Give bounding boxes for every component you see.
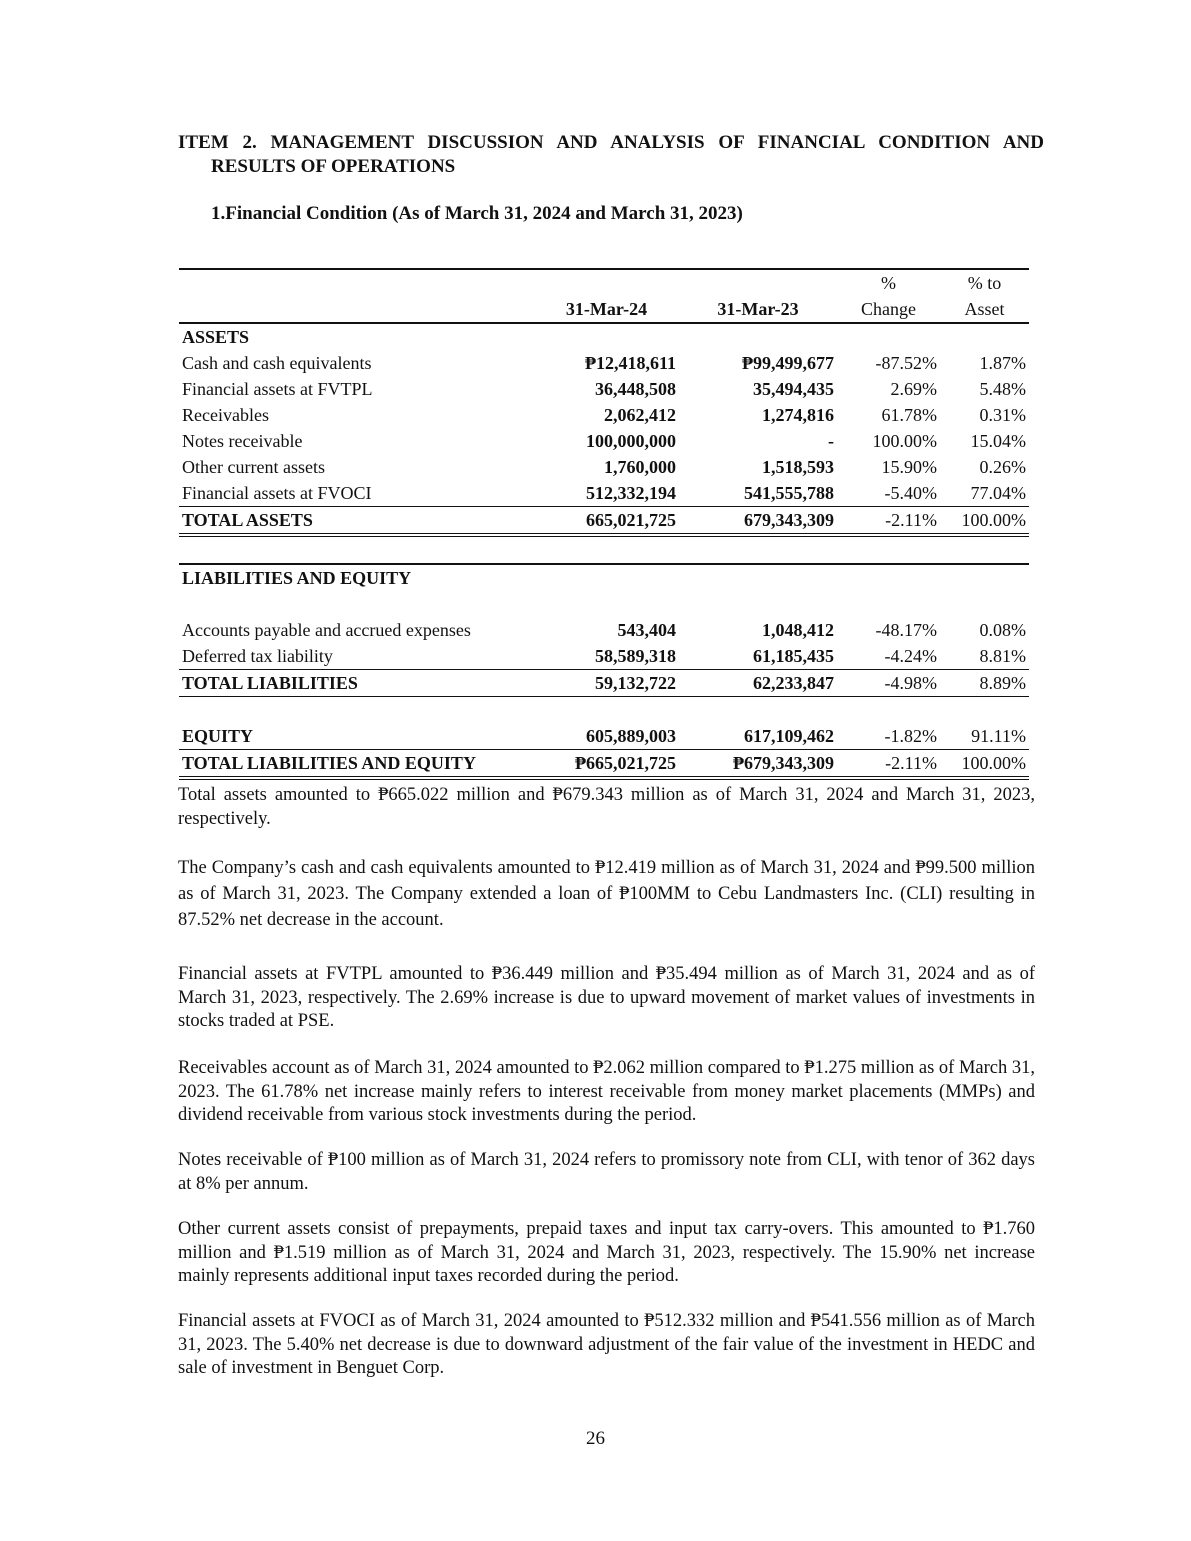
value-2024: 59,132,722 — [534, 670, 679, 697]
percent-change: -87.52% — [875, 353, 937, 373]
percent-to-asset: 15.04% — [970, 431, 1026, 451]
value-2024: ₱12,418,611 — [584, 353, 676, 373]
value-2024: 1,760,000 — [604, 457, 676, 477]
equity-row — [179, 723, 1029, 750]
liabilities-equity-label: LIABILITIES AND EQUITY — [179, 564, 534, 591]
col-2023-header: 31-Mar-23 — [679, 296, 837, 323]
paragraph-receivables: Receivables account as of March 31, 2024 amounted to ₱2.062 million compared to ₱1.275 million as of March 31, 2023. The 61.78% net increase mainly refers to interest receivable from money market placements (MMPs) and dividend receivable from various stock investments during the period. — [178, 1058, 1035, 1125]
row-label: Deferred tax liability — [182, 646, 333, 666]
value-2024: ₱665,021,725 — [534, 750, 679, 779]
percent-change: -1.82% — [884, 726, 937, 746]
value-2024: 58,589,318 — [595, 646, 676, 666]
percent-to-asset: 8.81% — [979, 646, 1026, 666]
table-row — [179, 480, 1029, 507]
value-2023: 541,555,788 — [744, 483, 834, 503]
paragraph-notes-receivable: Notes receivable of ₱100 million as of March 31, 2024 refers to promissory note from CLI, with tenor of 362 days at 8% per annum. — [178, 1150, 1035, 1194]
liabilities-equity-section-row — [179, 564, 1029, 591]
col-change-header-top: % — [837, 269, 940, 296]
row-label: TOTAL LIABILITIES — [179, 670, 534, 697]
percent-change: -5.40% — [884, 483, 937, 503]
col-asset-header: Asset — [940, 296, 1029, 323]
percent-change: 61.78% — [881, 405, 937, 425]
percent-change: 100.00% — [872, 431, 937, 451]
percent-to-asset: 100.00% — [940, 507, 1029, 536]
value-2023: - — [828, 431, 834, 451]
percent-to-asset: 100.00% — [940, 750, 1029, 779]
page-number: 26 — [586, 1428, 605, 1449]
value-2024: 2,062,412 — [604, 405, 676, 425]
col-2024-header: 31-Mar-24 — [534, 296, 679, 323]
value-2023: 35,494,435 — [753, 379, 834, 399]
value-2023: 679,343,309 — [679, 507, 837, 536]
percent-to-asset: 8.89% — [940, 670, 1029, 697]
spacer-row — [179, 591, 1029, 617]
value-2024: 100,000,000 — [586, 431, 676, 451]
financial-condition-table — [179, 268, 1029, 780]
percent-to-asset: 1.87% — [979, 353, 1026, 373]
table-row — [179, 617, 1029, 643]
row-label: Financial assets at FVOCI — [182, 483, 372, 503]
subsection-heading: 1.Financial Condition (As of March 31, 2024 and March 31, 2023) — [211, 203, 743, 224]
value-2023: 1,518,593 — [762, 457, 834, 477]
paragraph-fvoci: Financial assets at FVOCI as of March 31, 2024 amounted to ₱512.332 million and ₱541.556 million as of March 31, 2023. The 5.40% net decrease is due to downward adjustment of the fair value of the investment in HEDC and sale of investment in Benguet Corp. — [178, 1311, 1035, 1378]
percent-change: -4.98% — [837, 670, 940, 697]
table-row — [179, 643, 1029, 670]
total-liabilities-row — [179, 670, 1029, 697]
row-label: TOTAL LIABILITIES AND EQUITY — [179, 750, 534, 779]
col-asset-header-top: % to — [940, 269, 1029, 296]
value-2023: 1,274,816 — [762, 405, 834, 425]
row-label: Accounts payable and accrued expenses — [182, 620, 471, 640]
paragraph-cash: The Company’s cash and cash equivalents amounted to ₱12.419 million as of March 31, 2024 and ₱99.500 million as of March 31, 2023. The Company extended a loan of ₱100MM to Cebu Landmasters Inc. (CLI) resulting in 87.52% net decrease in the account. — [178, 858, 1035, 930]
row-label: Receivables — [182, 405, 269, 425]
spacer-row — [179, 697, 1029, 724]
value-2024: 543,404 — [617, 620, 676, 640]
paragraph-fvtpl: Financial assets at FVTPL amounted to ₱36.449 million and ₱35.494 million as of March 31, 2024 and as of March 31, 2023, respectively. The 2.69% increase is due to upward movement of market values of investments in stocks traded at PSE. — [178, 964, 1035, 1031]
value-2024: 605,889,003 — [586, 726, 676, 746]
percent-change: -4.24% — [884, 646, 937, 666]
col-change-header: Change — [837, 296, 940, 323]
value-2023: ₱679,343,309 — [679, 750, 837, 779]
table-row — [179, 350, 1029, 376]
heading-line-1: ITEM 2. MANAGEMENT DISCUSSION AND ANALYSIS OF FINANCIAL CONDITION AND — [178, 132, 1044, 153]
value-2023: 1,048,412 — [762, 620, 834, 640]
percent-to-asset: 5.48% — [979, 379, 1026, 399]
paragraph-total-assets: Total assets amounted to ₱665.022 million and ₱679.343 million as of March 31, 2024 and March 31, 2023, respectively. — [178, 785, 1035, 829]
row-label: Financial assets at FVTPL — [182, 379, 373, 399]
percent-change: 2.69% — [890, 379, 937, 399]
row-label: EQUITY — [182, 726, 254, 746]
table-row — [179, 376, 1029, 402]
percent-to-asset: 0.08% — [979, 620, 1026, 640]
row-label: TOTAL ASSETS — [179, 507, 534, 536]
assets-section-row — [179, 323, 1029, 350]
header-row-2 — [179, 296, 1029, 323]
table-row — [179, 428, 1029, 454]
section-heading — [178, 131, 1044, 179]
percent-to-asset: 0.31% — [979, 405, 1026, 425]
percent-change: -2.11% — [837, 750, 940, 779]
percent-change: 15.90% — [881, 457, 937, 477]
total-assets-row — [179, 507, 1029, 536]
total-liabilities-equity-row — [179, 750, 1029, 779]
percent-to-asset: 77.04% — [970, 483, 1026, 503]
table-row — [179, 454, 1029, 480]
row-label: Other current assets — [182, 457, 325, 477]
paragraph-other-current-assets: Other current assets consist of prepayments, prepaid taxes and input tax carry-overs. This amounted to ₱1.760 million and ₱1.519 million as of March 31, 2024 and March 31, 2023, respectively. The 15.90% net increase mainly represents additional input taxes recorded during the period. — [178, 1219, 1035, 1286]
percent-change: -2.11% — [837, 507, 940, 536]
percent-to-asset: 0.26% — [979, 457, 1026, 477]
value-2024: 512,332,194 — [586, 483, 676, 503]
value-2024: 665,021,725 — [534, 507, 679, 536]
assets-section-label: ASSETS — [182, 327, 250, 347]
value-2023: 617,109,462 — [744, 726, 834, 746]
percent-change: -48.17% — [875, 620, 937, 640]
percent-to-asset: 91.11% — [971, 726, 1026, 746]
spacer-row — [179, 535, 1029, 564]
value-2023: 62,233,847 — [679, 670, 837, 697]
value-2023: 61,185,435 — [753, 646, 834, 666]
header-row-1 — [179, 269, 1029, 296]
table-row — [179, 402, 1029, 428]
row-label: Cash and cash equivalents — [182, 353, 372, 373]
heading-line-2: RESULTS OF OPERATIONS — [211, 156, 456, 177]
value-2023: ₱99,499,677 — [742, 353, 834, 373]
value-2024: 36,448,508 — [595, 379, 676, 399]
row-label: Notes receivable — [182, 431, 303, 451]
